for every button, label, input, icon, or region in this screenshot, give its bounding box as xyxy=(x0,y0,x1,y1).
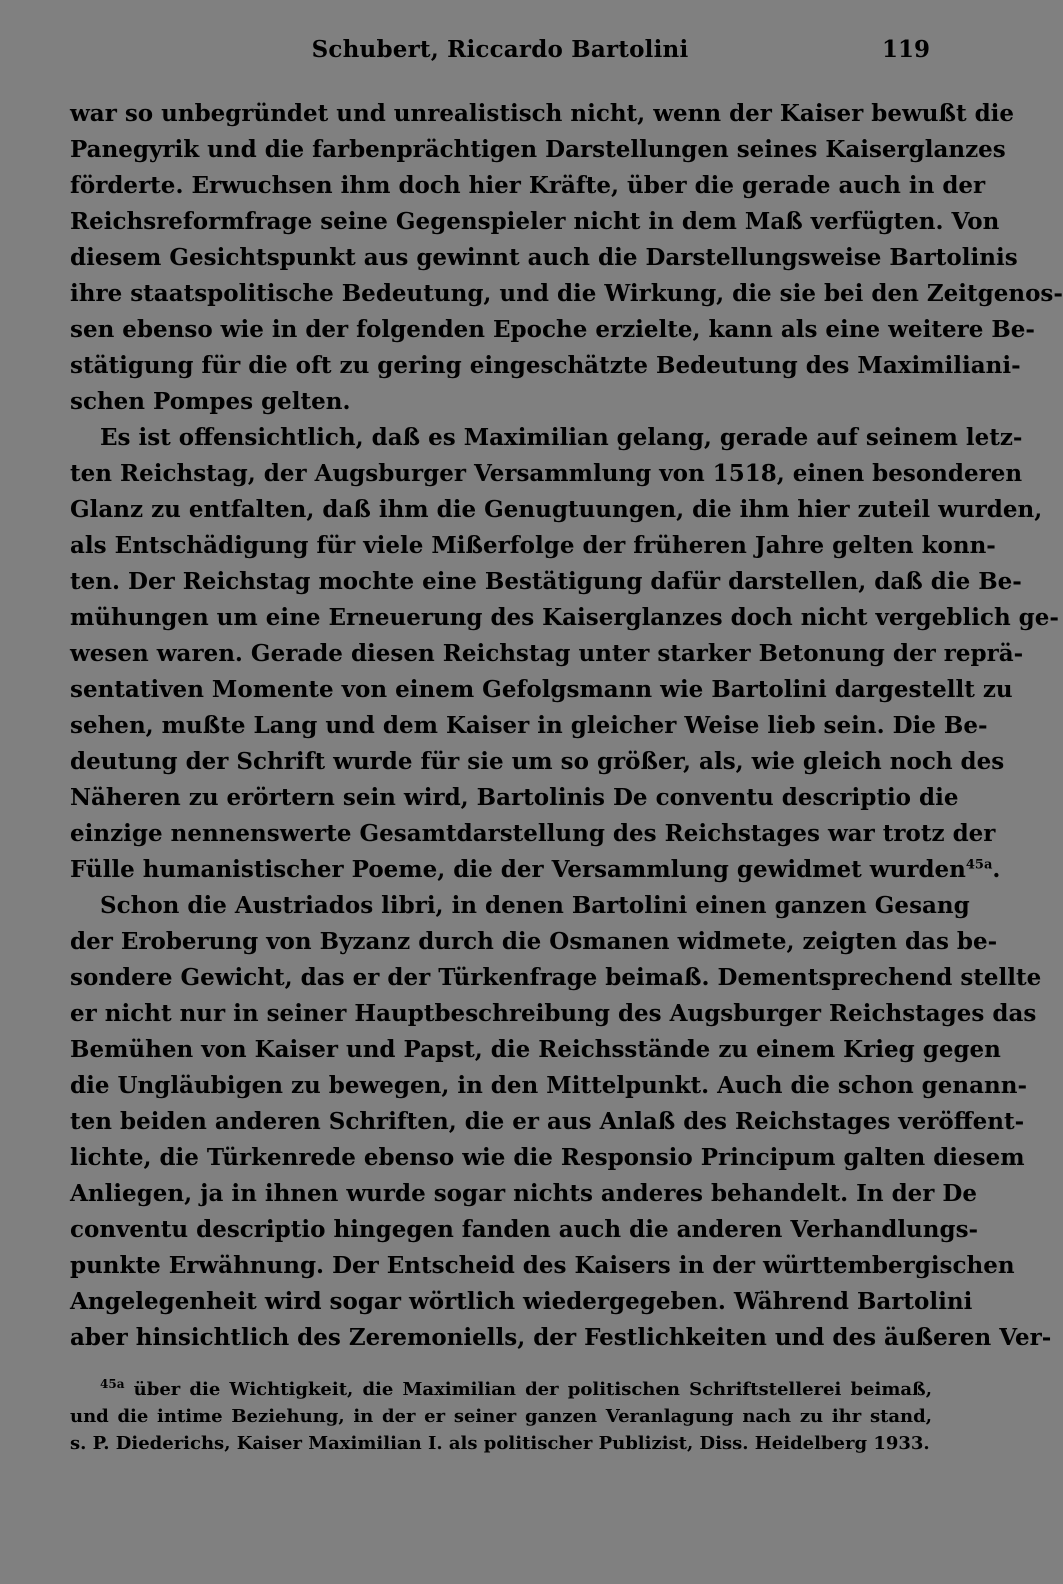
footnote-line: und die intime Beziehung, in der er seiner ganzen Veranlagung nach zu ihr stand, xyxy=(70,1406,932,1427)
body-line: sondere Gewicht, das er der Türkenfrage beimaß. Dementsprechend stellte xyxy=(70,964,1042,991)
page-number: 119 xyxy=(881,36,930,63)
footnote-reference-trailing: . xyxy=(992,856,1001,883)
body-line: Schon die Austriados libri, in denen Bartolini einen ganzen Gesang xyxy=(100,892,970,919)
body-line: als Entschädigung für viele Mißerfolge der früheren Jahre gelten konn- xyxy=(70,532,996,559)
body-line: Glanz zu entfalten, daß ihm die Genugtuungen, die ihm hier zuteil wurden, xyxy=(70,496,1043,523)
body-line: aber hinsichtlich des Zeremoniells, der Festlichkeiten und des äußeren Ver- xyxy=(70,1324,1052,1351)
running-title: Schubert, Riccardo Bartolini xyxy=(311,36,689,63)
body-line: sen ebenso wie in der folgenden Epoche erzielte, kann als eine weitere Be- xyxy=(70,316,1035,343)
footnote-block xyxy=(70,1376,932,1457)
body-line: Es ist offensichtlich, daß es Maximilian gelang, gerade auf seinem letz- xyxy=(100,424,1023,451)
body-line: Panegyrik und die farbenprächtigen Darstellungen seines Kaiserglanzes xyxy=(70,136,1006,163)
footnote-line xyxy=(70,1376,932,1403)
body-line: stätigung für die oft zu gering eingeschätzte Bedeutung des Maximiliani- xyxy=(70,352,1021,379)
body-line: Bemühen von Kaiser und Papst, die Reichsstände zu einem Krieg gegen xyxy=(70,1036,1001,1063)
body-line: war so unbegründet und unrealistisch nicht, wenn der Kaiser bewußt die xyxy=(70,100,1015,127)
body-line: Angelegenheit wird sogar wörtlich wiedergegeben. Während Bartolini xyxy=(70,1288,973,1315)
body-line: ten beiden anderen Schriften, die er aus Anlaß des Reichstages veröffent- xyxy=(70,1108,1025,1135)
footnote-text: über die Wichtigkeit, die Maximilian der politischen Schriftstellerei beimaß, xyxy=(133,1379,932,1400)
body-line: förderte. Erwuchsen ihm doch hier Kräfte, über die gerade auch in der xyxy=(70,172,986,199)
body-line: deutung der Schrift wurde für sie um so größer, als, wie gleich noch des xyxy=(70,748,1005,775)
body-line: ten. Der Reichstag mochte eine Bestätigung dafür darstellen, daß die Be- xyxy=(70,568,1022,595)
footnote-line: s. P. Diederichs, Kaiser Maximilian I. als politischer Publizist, Diss. Heidelberg 1933. xyxy=(70,1433,930,1454)
body-line: mühungen um eine Erneuerung des Kaiserglanzes doch nicht vergeblich ge- xyxy=(70,604,1059,631)
body-line: sentativen Momente von einem Gefolgsmann wie Bartolini dargestellt zu xyxy=(70,676,1013,703)
body-line: conventu descriptio hingegen fanden auch die anderen Verhandlungs- xyxy=(70,1216,979,1243)
body-line: Reichsreformfrage seine Gegenspieler nicht in dem Maß verfügten. Von xyxy=(70,208,1000,235)
body-line: wesen waren. Gerade diesen Reichstag unter starker Betonung der reprä- xyxy=(70,640,1024,667)
body-line: diesem Gesichtspunkt aus gewinnt auch die Darstellungsweise Bartolinis xyxy=(70,244,1018,271)
body-line: ihre staatspolitische Bedeutung, und die Wirkung, die sie bei den Zeitgenos- xyxy=(70,280,1063,307)
body-text xyxy=(70,96,1063,1356)
body-line: Näheren zu erörtern sein wird, Bartolinis De conventu descriptio die xyxy=(70,784,959,811)
running-head xyxy=(70,32,930,68)
footnote-marker: 45a xyxy=(100,1377,125,1391)
body-line: ten Reichstag, der Augsburger Versammlung von 1518, einen besonderen xyxy=(70,460,1023,487)
body-line: die Ungläubigen zu bewegen, in den Mittelpunkt. Auch die schon genann- xyxy=(70,1072,1028,1099)
body-line: punkte Erwähnung. Der Entscheid des Kaisers in der württembergischen xyxy=(70,1252,1015,1279)
footnote-reference: 45a xyxy=(965,857,993,873)
body-line: er nicht nur in seiner Hauptbeschreibung des Augsburger Reichstages das xyxy=(70,1000,1037,1027)
body-line: der Eroberung von Byzanz durch die Osmanen widmete, zeigten das be- xyxy=(70,928,998,955)
body-line: sehen, mußte Lang und dem Kaiser in gleicher Weise lieb sein. Die Be- xyxy=(70,712,988,739)
body-line: schen Pompes gelten. xyxy=(70,388,351,415)
body-line-with-footnote-ref xyxy=(70,852,1001,888)
body-line: lichte, die Türkenrede ebenso wie die Responsio Principum galten diesem xyxy=(70,1144,1025,1171)
body-line: Anliegen, ja in ihnen wurde sogar nichts anderes behandelt. In der De xyxy=(70,1180,978,1207)
body-line-text: Fülle humanistischer Poeme, die der Versammlung gewidmet wurden xyxy=(70,856,966,883)
body-line: einzige nennenswerte Gesamtdarstellung des Reichstages war trotz der xyxy=(70,820,996,847)
